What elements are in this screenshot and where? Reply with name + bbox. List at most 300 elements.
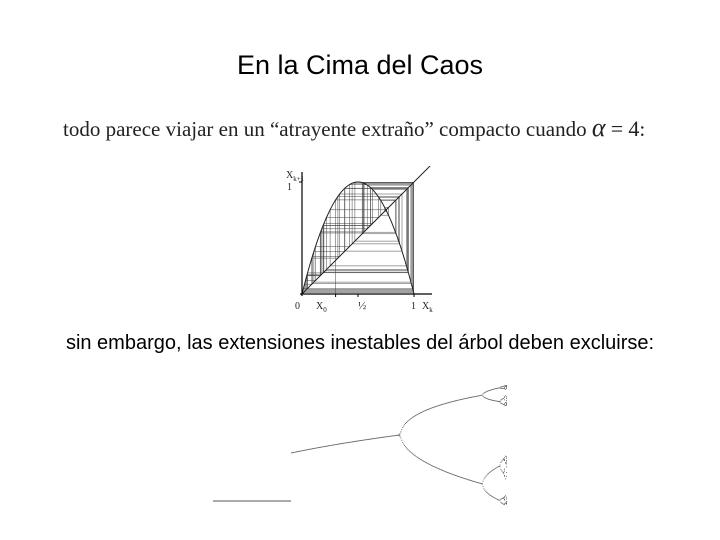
bifurcation-point bbox=[400, 432, 401, 433]
bifurcation-point bbox=[447, 472, 448, 473]
bifurcation-point bbox=[390, 436, 391, 437]
bifurcation-point bbox=[411, 418, 412, 419]
bifurcation-point bbox=[350, 442, 351, 443]
bifurcation-point bbox=[490, 390, 491, 391]
bifurcation-point bbox=[491, 400, 492, 401]
bifurcation-point bbox=[486, 475, 487, 476]
bifurcation-point bbox=[467, 398, 468, 399]
bifurcation-point bbox=[474, 481, 475, 482]
bifurcation-point bbox=[386, 436, 387, 437]
bifurcation-point bbox=[442, 404, 443, 405]
bifurcation-point bbox=[485, 392, 486, 393]
bifurcation-point bbox=[503, 473, 504, 474]
bifurcation-point bbox=[296, 452, 297, 453]
bifurcation-point bbox=[501, 503, 502, 504]
bifurcation-point bbox=[409, 420, 410, 421]
bifurcation-point bbox=[424, 461, 425, 462]
bifurcation-point bbox=[504, 499, 505, 500]
bifurcation-point bbox=[427, 463, 428, 464]
bifurcation-point bbox=[450, 473, 451, 474]
bifurcation-point bbox=[318, 447, 319, 448]
bifurcation-point bbox=[422, 460, 423, 461]
bifurcation-point bbox=[299, 451, 300, 452]
bifurcation-point bbox=[433, 466, 434, 467]
bifurcation-point bbox=[500, 502, 501, 503]
bifurcation-point bbox=[500, 462, 501, 463]
bifurcation-point bbox=[498, 401, 499, 402]
bifurcation-point bbox=[506, 456, 507, 457]
bifurcation-point bbox=[484, 393, 485, 394]
bifurcation-point bbox=[485, 490, 486, 491]
bifurcation-point bbox=[431, 408, 432, 409]
bifurcation-point bbox=[394, 435, 395, 436]
bifurcation-point bbox=[413, 454, 414, 455]
bifurcation-point bbox=[482, 483, 483, 484]
bifurcation-point bbox=[366, 439, 367, 440]
bifurcation-point bbox=[501, 386, 502, 387]
bifurcation-point bbox=[373, 438, 374, 439]
bifurcation-point bbox=[503, 472, 504, 473]
bifurcation-point bbox=[502, 386, 503, 387]
bifurcation-point bbox=[502, 503, 503, 504]
bifurcation-point bbox=[504, 469, 505, 470]
bifurcation-point bbox=[480, 395, 481, 396]
bifurcation-point bbox=[494, 497, 495, 498]
bifurcation-point bbox=[474, 396, 475, 397]
bifurcation-point bbox=[487, 399, 488, 400]
bifurcation-point bbox=[330, 445, 331, 446]
bifurcation-point bbox=[437, 468, 438, 469]
bifurcation-point bbox=[501, 388, 502, 389]
bifurcation-point bbox=[501, 403, 502, 404]
bifurcation-point bbox=[500, 402, 501, 403]
equals-sign: = bbox=[610, 116, 624, 141]
bifurcation-point bbox=[382, 437, 383, 438]
bifurcation-point bbox=[317, 447, 318, 448]
bifurcation-point bbox=[308, 449, 309, 450]
bifurcation-point bbox=[388, 436, 389, 437]
bifurcation-point bbox=[488, 473, 489, 474]
bifurcation-point bbox=[479, 483, 480, 484]
bifurcation-point bbox=[465, 398, 466, 399]
bifurcation-point bbox=[416, 414, 417, 415]
bifurcation-point bbox=[452, 401, 453, 402]
bifurcation-point bbox=[505, 389, 506, 390]
bifurcation-point bbox=[505, 402, 506, 403]
bifurcation-point bbox=[506, 462, 507, 463]
bifurcation-point bbox=[407, 449, 408, 450]
bifurcation-point bbox=[506, 501, 507, 502]
bifurcation-point bbox=[481, 395, 482, 396]
bifurcation-point bbox=[460, 477, 461, 478]
bifurcation-point bbox=[380, 437, 381, 438]
bifurcation-point bbox=[489, 494, 490, 495]
bifurcation-point bbox=[487, 391, 488, 392]
bifurcation-point bbox=[429, 408, 430, 409]
bifurcation-point bbox=[453, 474, 454, 475]
bifurcation-point bbox=[483, 481, 484, 482]
slide-title: En la Cima del Caos bbox=[236, 50, 484, 80]
bifurcation-point bbox=[497, 499, 498, 500]
bifurcation-point bbox=[500, 465, 501, 466]
bifurcation-point bbox=[365, 439, 366, 440]
bifurcation-point bbox=[506, 388, 507, 389]
x-axis-label: $X_k$ bbox=[422, 301, 433, 314]
bifurcation-point bbox=[506, 458, 507, 459]
bifurcation-point bbox=[458, 476, 459, 477]
bifurcation-point bbox=[426, 410, 427, 411]
bifurcation-point bbox=[387, 436, 388, 437]
bifurcation-point bbox=[488, 399, 489, 400]
bifurcation-point bbox=[420, 412, 421, 413]
bifurcation-point bbox=[465, 478, 466, 479]
bifurcation-point bbox=[496, 468, 497, 469]
bifurcation-point bbox=[485, 477, 486, 478]
bifurcation-point bbox=[377, 438, 378, 439]
bifurcation-point bbox=[476, 482, 477, 483]
bifurcation-point bbox=[500, 500, 501, 501]
bifurcation-point bbox=[492, 400, 493, 401]
bifurcation-point bbox=[427, 409, 428, 410]
bifurcation-point bbox=[486, 492, 487, 493]
bifurcation-point bbox=[506, 387, 507, 388]
bifurcation-point bbox=[293, 452, 294, 453]
bifurcation-point bbox=[415, 456, 416, 457]
bifurcation-point bbox=[436, 406, 437, 407]
bifurcation-point bbox=[449, 473, 450, 474]
bifurcation-point bbox=[506, 460, 507, 461]
bifurcation-point bbox=[500, 499, 501, 500]
bifurcation-point bbox=[408, 449, 409, 450]
bifurcation-point bbox=[404, 445, 405, 446]
bifurcation-point bbox=[347, 442, 348, 443]
bifurcation-point bbox=[441, 404, 442, 405]
bifurcation-point bbox=[494, 400, 495, 401]
bifurcation-point bbox=[426, 462, 427, 463]
bifurcation-point bbox=[356, 441, 357, 442]
bifurcation-point bbox=[338, 444, 339, 445]
bifurcation-point bbox=[500, 387, 501, 388]
bifurcation-point bbox=[468, 479, 469, 480]
bifurcation-point bbox=[307, 449, 308, 450]
bifurcation-point bbox=[401, 440, 402, 441]
bifurcation-point bbox=[504, 405, 505, 406]
bifurcation-point bbox=[489, 390, 490, 391]
bifurcation-point bbox=[443, 404, 444, 405]
bifurcation-point bbox=[489, 472, 490, 473]
bifurcation-point bbox=[313, 448, 314, 449]
bifurcation-point bbox=[471, 397, 472, 398]
bifurcation-point bbox=[321, 447, 322, 448]
bifurcation-point bbox=[399, 434, 400, 435]
bifurcation-point bbox=[459, 399, 460, 400]
bifurcation-point bbox=[431, 465, 432, 466]
bifurcation-point bbox=[486, 398, 487, 399]
bifurcation-point bbox=[495, 468, 496, 469]
bifurcation-point bbox=[414, 454, 415, 455]
bifurcation-point bbox=[406, 422, 407, 423]
bifurcation-point bbox=[434, 407, 435, 408]
bifurcation-point bbox=[371, 439, 372, 440]
bifurcation-point bbox=[503, 388, 504, 389]
bifurcation-point bbox=[502, 404, 503, 405]
bifurcation-point bbox=[483, 394, 484, 395]
bifurcation-point bbox=[291, 452, 292, 453]
bifurcation-point bbox=[473, 481, 474, 482]
bifurcation-point bbox=[414, 416, 415, 417]
bifurcation-point bbox=[299, 451, 300, 452]
bifurcation-point bbox=[423, 461, 424, 462]
bifurcation-point bbox=[354, 441, 355, 442]
bifurcation-point bbox=[502, 498, 503, 499]
bifurcation-point bbox=[303, 450, 304, 451]
bifurcation-point bbox=[506, 463, 507, 464]
bifurcation-point bbox=[449, 402, 450, 403]
bifurcation-point bbox=[430, 465, 431, 466]
bifurcation-point bbox=[352, 441, 353, 442]
bifurcation-point bbox=[311, 449, 312, 450]
bifurcation-point bbox=[498, 466, 499, 467]
bifurcation-point bbox=[300, 451, 301, 452]
bifurcation-point bbox=[297, 451, 298, 452]
bifurcation-point bbox=[359, 440, 360, 441]
bifurcation-point bbox=[351, 442, 352, 443]
bifurcation-point bbox=[348, 442, 349, 443]
bifurcation-point bbox=[446, 403, 447, 404]
bifurcation-point bbox=[504, 387, 505, 388]
bifurcation-point bbox=[392, 436, 393, 437]
bifurcation-point bbox=[304, 450, 305, 451]
bifurcation-point bbox=[478, 482, 479, 483]
bifurcation-point bbox=[485, 398, 486, 399]
bifurcation-point bbox=[356, 441, 357, 442]
bifurcation-point bbox=[464, 478, 465, 479]
bifurcation-point bbox=[363, 440, 364, 441]
y-one-label: 1 bbox=[287, 182, 292, 193]
bifurcation-point bbox=[471, 480, 472, 481]
bifurcation-point bbox=[466, 398, 467, 399]
bifurcation-point bbox=[503, 497, 504, 498]
bifurcation-point bbox=[360, 440, 361, 441]
caption-1-text: todo parece viajar en un “atrayente extraño” compacto cuando bbox=[63, 117, 587, 141]
bifurcation-point bbox=[461, 477, 462, 478]
bifurcation-point bbox=[504, 500, 505, 501]
bifurcation-point bbox=[455, 401, 456, 402]
bifurcation-point bbox=[493, 469, 494, 470]
bifurcation-point bbox=[403, 444, 404, 445]
bifurcation-point bbox=[396, 435, 397, 436]
bifurcation-point bbox=[501, 498, 502, 499]
bifurcation-point bbox=[424, 411, 425, 412]
bifurcation-point bbox=[497, 388, 498, 389]
bifurcation-point bbox=[415, 415, 416, 416]
bifurcation-point bbox=[490, 495, 491, 496]
bifurcation-point bbox=[398, 435, 399, 436]
bifurcation-point bbox=[402, 427, 403, 428]
bifurcation-point bbox=[501, 461, 502, 462]
bifurcation-point bbox=[309, 449, 310, 450]
cobweb-plot bbox=[282, 166, 442, 316]
bifurcation-point bbox=[342, 443, 343, 444]
bifurcation-point bbox=[328, 445, 329, 446]
bifurcation-point bbox=[310, 449, 311, 450]
bifurcation-point bbox=[367, 439, 368, 440]
bifurcation-point bbox=[469, 480, 470, 481]
bifurcation-point bbox=[444, 403, 445, 404]
bifurcation-point bbox=[498, 499, 499, 500]
bifurcation-point bbox=[463, 399, 464, 400]
bifurcation-point bbox=[463, 478, 464, 479]
bifurcation-point bbox=[417, 414, 418, 415]
bifurcation-point bbox=[478, 396, 479, 397]
bifurcation-point bbox=[391, 436, 392, 437]
bifurcation-point bbox=[502, 388, 503, 389]
bifurcation-point bbox=[495, 400, 496, 401]
bifurcation-point bbox=[492, 389, 493, 390]
bifurcation-point bbox=[406, 447, 407, 448]
bifurcation-point bbox=[393, 435, 394, 436]
bifurcation-point bbox=[504, 386, 505, 387]
bifurcation-point bbox=[504, 471, 505, 472]
bifurcation-point bbox=[315, 448, 316, 449]
bifurcation-point bbox=[385, 436, 386, 437]
bifurcation-point bbox=[447, 403, 448, 404]
bifurcation-point bbox=[313, 448, 314, 449]
bifurcation-point bbox=[440, 405, 441, 406]
bifurcation-point bbox=[361, 440, 362, 441]
alpha-symbol: α bbox=[591, 113, 606, 142]
bifurcation-point bbox=[341, 443, 342, 444]
bifurcation-point bbox=[395, 435, 396, 436]
bifurcation-point bbox=[410, 419, 411, 420]
bifurcation-point bbox=[323, 446, 324, 447]
bifurcation-point bbox=[455, 475, 456, 476]
bifurcation-point bbox=[423, 411, 424, 412]
bifurcation-point bbox=[445, 471, 446, 472]
bifurcation-point bbox=[504, 399, 505, 400]
bifurcation-point bbox=[378, 438, 379, 439]
bifurcation-point bbox=[408, 420, 409, 421]
bifurcation-point bbox=[485, 476, 486, 477]
bifurcation-point bbox=[483, 396, 484, 397]
bifurcation-point bbox=[412, 453, 413, 454]
bifurcation-point bbox=[327, 446, 328, 447]
bifurcation-point bbox=[456, 475, 457, 476]
bifurcation-point bbox=[439, 405, 440, 406]
bifurcation-point bbox=[419, 413, 420, 414]
bifurcation-point bbox=[500, 387, 501, 388]
bifurcation-point bbox=[457, 476, 458, 477]
bifurcation-point bbox=[468, 398, 469, 399]
bifurcation-point bbox=[469, 397, 470, 398]
bifurcation-point bbox=[371, 438, 372, 439]
bifurcation-point bbox=[319, 447, 320, 448]
bifurcation-point bbox=[499, 401, 500, 402]
bifurcation-point bbox=[505, 386, 506, 387]
bifurcation-point bbox=[505, 495, 506, 496]
bifurcation-point bbox=[372, 438, 373, 439]
bifurcation-point bbox=[399, 435, 400, 436]
bifurcation-point bbox=[457, 400, 458, 401]
bifurcation-point bbox=[420, 459, 421, 460]
bifurcation-point bbox=[477, 396, 478, 397]
bifurcation-point bbox=[501, 470, 502, 471]
bifurcation-point bbox=[495, 498, 496, 499]
bifurcation-point bbox=[471, 480, 472, 481]
bifurcation-point bbox=[485, 397, 486, 398]
bifurcation-point bbox=[421, 459, 422, 460]
bifurcation-point bbox=[504, 459, 505, 460]
bifurcation-point bbox=[458, 400, 459, 401]
bifurcation-point bbox=[500, 400, 501, 401]
bifurcation-point bbox=[505, 385, 506, 386]
bifurcation-point bbox=[475, 396, 476, 397]
bifurcation-point bbox=[353, 441, 354, 442]
bifurcation-point bbox=[502, 398, 503, 399]
bifurcation-point bbox=[433, 407, 434, 408]
bifurcation-point bbox=[437, 406, 438, 407]
bifurcation-point bbox=[485, 491, 486, 492]
bifurcation-point bbox=[418, 458, 419, 459]
bifurcation-point bbox=[506, 497, 507, 498]
bifurcation-point bbox=[295, 452, 296, 453]
caption-strange-attractor bbox=[63, 113, 683, 143]
bifurcation-point bbox=[332, 445, 333, 446]
bifurcation-point bbox=[491, 471, 492, 472]
bifurcation-point bbox=[442, 470, 443, 471]
bifurcation-point bbox=[500, 403, 501, 404]
bifurcation-point bbox=[480, 483, 481, 484]
bifurcation-point bbox=[370, 439, 371, 440]
bifurcation-point bbox=[504, 476, 505, 477]
bifurcation-point bbox=[505, 462, 506, 463]
caption-1-colon: : bbox=[639, 117, 646, 141]
x0-label: $X_0$ bbox=[316, 301, 327, 314]
bifurcation-point bbox=[496, 498, 497, 499]
bifurcation-point bbox=[306, 450, 307, 451]
bifurcation-point bbox=[505, 405, 506, 406]
bifurcation-point bbox=[482, 395, 483, 396]
bifurcation-point bbox=[466, 479, 467, 480]
bifurcation-point bbox=[369, 439, 370, 440]
bifurcation-point bbox=[488, 494, 489, 495]
bifurcation-point bbox=[490, 399, 491, 400]
bifurcation-point bbox=[442, 404, 443, 405]
bifurcation-point bbox=[504, 388, 505, 389]
y-axis-label: $X_{k+1}$ bbox=[286, 170, 305, 183]
bifurcation-point bbox=[355, 441, 356, 442]
bifurcation-point bbox=[345, 443, 346, 444]
bifurcation-point bbox=[496, 401, 497, 402]
bifurcation-point bbox=[506, 476, 507, 477]
bifurcation-point bbox=[495, 388, 496, 389]
bifurcation-point bbox=[499, 466, 500, 467]
bifurcation-point bbox=[305, 450, 306, 451]
bifurcation-point bbox=[506, 403, 507, 404]
bifurcation-point bbox=[485, 392, 486, 393]
bifurcation-point bbox=[505, 503, 506, 504]
bifurcation-point bbox=[476, 396, 477, 397]
bifurcation-point bbox=[294, 452, 295, 453]
bifurcation-point bbox=[471, 397, 472, 398]
bifurcation-point bbox=[402, 442, 403, 443]
bifurcation-point bbox=[410, 451, 411, 452]
bifurcation-point bbox=[483, 486, 484, 487]
bifurcation-point bbox=[456, 400, 457, 401]
bifurcation-point bbox=[414, 416, 415, 417]
bifurcation-point bbox=[506, 400, 507, 401]
bifurcation-point bbox=[506, 404, 507, 405]
